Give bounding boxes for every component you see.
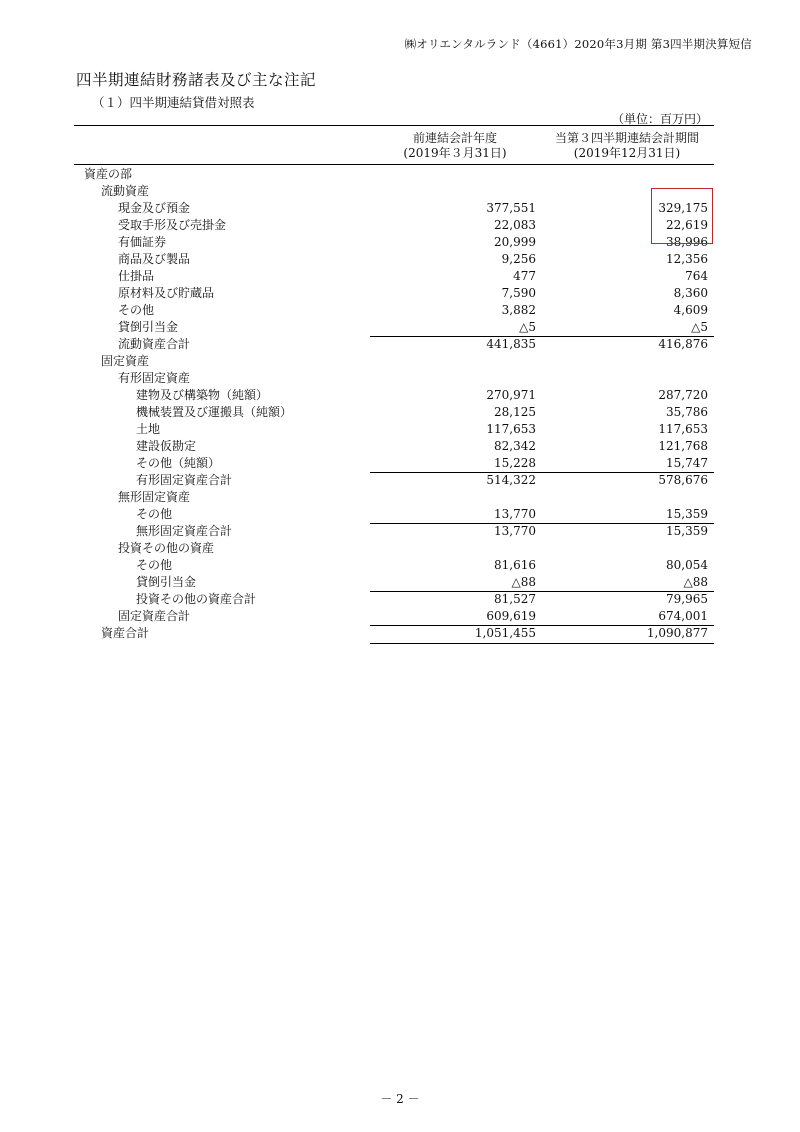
value-previous: △5 <box>519 320 536 334</box>
value-previous: 28,125 <box>494 405 536 419</box>
value-current: 1,090,877 <box>646 626 708 640</box>
row-label: その他（純額） <box>136 456 221 470</box>
table-row <box>0 489 800 506</box>
row-label: 資産の部 <box>84 167 133 181</box>
subtotal-rule <box>370 336 714 337</box>
unit-label: （単位：百万円） <box>611 112 708 126</box>
value-previous: 117,653 <box>486 422 536 436</box>
table-row <box>0 455 800 472</box>
row-label: 機械装置及び運搬具（純額） <box>136 405 293 419</box>
row-label: 原材料及び貯蔵品 <box>118 286 215 300</box>
table-row <box>0 591 800 608</box>
value-previous: 377,551 <box>486 201 536 215</box>
value-current: △5 <box>691 320 708 334</box>
table-header-rule <box>74 164 714 165</box>
table-row <box>0 251 800 268</box>
total-rule <box>370 643 714 644</box>
highlight-box <box>651 188 713 244</box>
section-title: 四半期連結財務諸表及び主な注記 <box>76 71 317 89</box>
value-current: 329,175 <box>658 201 708 215</box>
row-label: 投資その他の資産 <box>118 541 215 555</box>
value-previous: 514,322 <box>486 473 536 487</box>
value-previous: 477 <box>513 269 536 283</box>
value-current: 15,359 <box>666 524 708 538</box>
value-current: 578,676 <box>658 473 708 487</box>
document-header: ㈱オリエンタルランド（4661）2020年3月期 第3四半期決算短信 <box>404 37 752 51</box>
table-row <box>0 438 800 455</box>
value-current: 287,720 <box>658 388 708 402</box>
table-row <box>0 421 800 438</box>
subtotal-rule <box>370 523 714 524</box>
value-current: 674,001 <box>658 609 708 623</box>
row-label: 有形固定資産 <box>118 371 191 385</box>
value-current: 79,965 <box>666 592 708 606</box>
table-row <box>0 523 800 540</box>
row-label: 固定資産合計 <box>118 609 191 623</box>
row-label: 貸倒引当金 <box>118 320 179 334</box>
table-row <box>0 353 800 370</box>
value-previous: 13,770 <box>494 507 536 521</box>
value-current: 15,359 <box>666 507 708 521</box>
row-label: 固定資産 <box>101 354 150 368</box>
table-row <box>0 166 800 183</box>
table-row <box>0 574 800 591</box>
value-current: 35,786 <box>666 405 708 419</box>
value-current: 121,768 <box>658 439 708 453</box>
row-label: 仕掛品 <box>118 269 155 283</box>
value-current: 12,356 <box>666 252 708 266</box>
table-subtitle: （１）四半期連結貸借対照表 <box>92 95 255 110</box>
value-previous: 441,835 <box>486 337 536 351</box>
value-current: 117,653 <box>658 422 708 436</box>
row-label: 有価証券 <box>118 235 167 249</box>
value-previous: 15,228 <box>494 456 536 470</box>
value-previous: 7,590 <box>501 286 536 300</box>
subtotal-rule <box>370 472 714 473</box>
row-label: 建設仮勘定 <box>136 439 197 453</box>
row-label: 商品及び製品 <box>118 252 191 266</box>
table-row <box>0 506 800 523</box>
value-current: 416,876 <box>658 337 708 351</box>
table-row <box>0 472 800 489</box>
row-label: 現金及び預金 <box>118 201 191 215</box>
table-row <box>0 370 800 387</box>
table-row <box>0 336 800 353</box>
column-header-current-line1: 当第３四半期連結会計期間 <box>554 131 699 145</box>
table-row <box>0 608 800 625</box>
value-previous: 13,770 <box>494 524 536 538</box>
value-previous: 270,971 <box>486 388 536 402</box>
row-label: 無形固定資産 <box>118 490 191 504</box>
row-label: 有形固定資産合計 <box>136 473 233 487</box>
column-header-current <box>537 131 717 161</box>
row-label: 資産合計 <box>101 626 150 640</box>
row-label: その他 <box>136 507 173 521</box>
value-previous: 81,616 <box>494 558 536 572</box>
value-previous: 3,882 <box>501 303 536 317</box>
value-previous: 9,256 <box>501 252 536 266</box>
value-current: 15,747 <box>666 456 708 470</box>
row-label: その他 <box>118 303 155 317</box>
row-label: 流動資産合計 <box>118 337 191 351</box>
row-label: 投資その他の資産合計 <box>136 592 257 606</box>
value-previous: 20,999 <box>494 235 536 249</box>
table-row <box>0 302 800 319</box>
row-label: 受取手形及び売掛金 <box>118 218 227 232</box>
value-previous: 82,342 <box>494 439 536 453</box>
value-current: 22,619 <box>666 218 708 232</box>
table-row <box>0 268 800 285</box>
table-row <box>0 540 800 557</box>
table-row <box>0 319 800 336</box>
value-current: 764 <box>685 269 708 283</box>
row-label: 土地 <box>136 422 161 436</box>
row-label: 流動資産 <box>101 184 150 198</box>
row-label: 無形固定資産合計 <box>136 524 233 538</box>
subtotal-rule <box>370 591 714 592</box>
table-row <box>0 557 800 574</box>
row-label: 貸倒引当金 <box>136 575 197 589</box>
table-row <box>0 387 800 404</box>
value-current: 80,054 <box>666 558 708 572</box>
column-header-previous-line1: 前連結会計年度 <box>412 131 497 145</box>
value-previous: 22,083 <box>494 218 536 232</box>
value-current: △88 <box>683 575 708 589</box>
subtotal-rule <box>370 625 714 626</box>
value-current: 8,360 <box>673 286 708 300</box>
value-previous: 1,051,455 <box>474 626 536 640</box>
page-number: － 2 － <box>380 1092 420 1106</box>
table-row <box>0 285 800 302</box>
row-label: その他 <box>136 558 173 572</box>
value-current: 4,609 <box>673 303 708 317</box>
column-header-previous <box>370 131 540 161</box>
value-previous: 81,527 <box>494 592 536 606</box>
table-row <box>0 625 800 642</box>
table-top-rule <box>74 125 714 126</box>
column-header-current-line2: (2019年12月31日) <box>573 146 681 160</box>
row-label: 建物及び構築物（純額） <box>136 388 269 402</box>
value-previous: 609,619 <box>486 609 536 623</box>
value-current: 38,996 <box>666 235 708 249</box>
value-previous: △88 <box>511 575 536 589</box>
table-row <box>0 404 800 421</box>
column-header-previous-line2: (2019年３月31日) <box>403 146 507 160</box>
